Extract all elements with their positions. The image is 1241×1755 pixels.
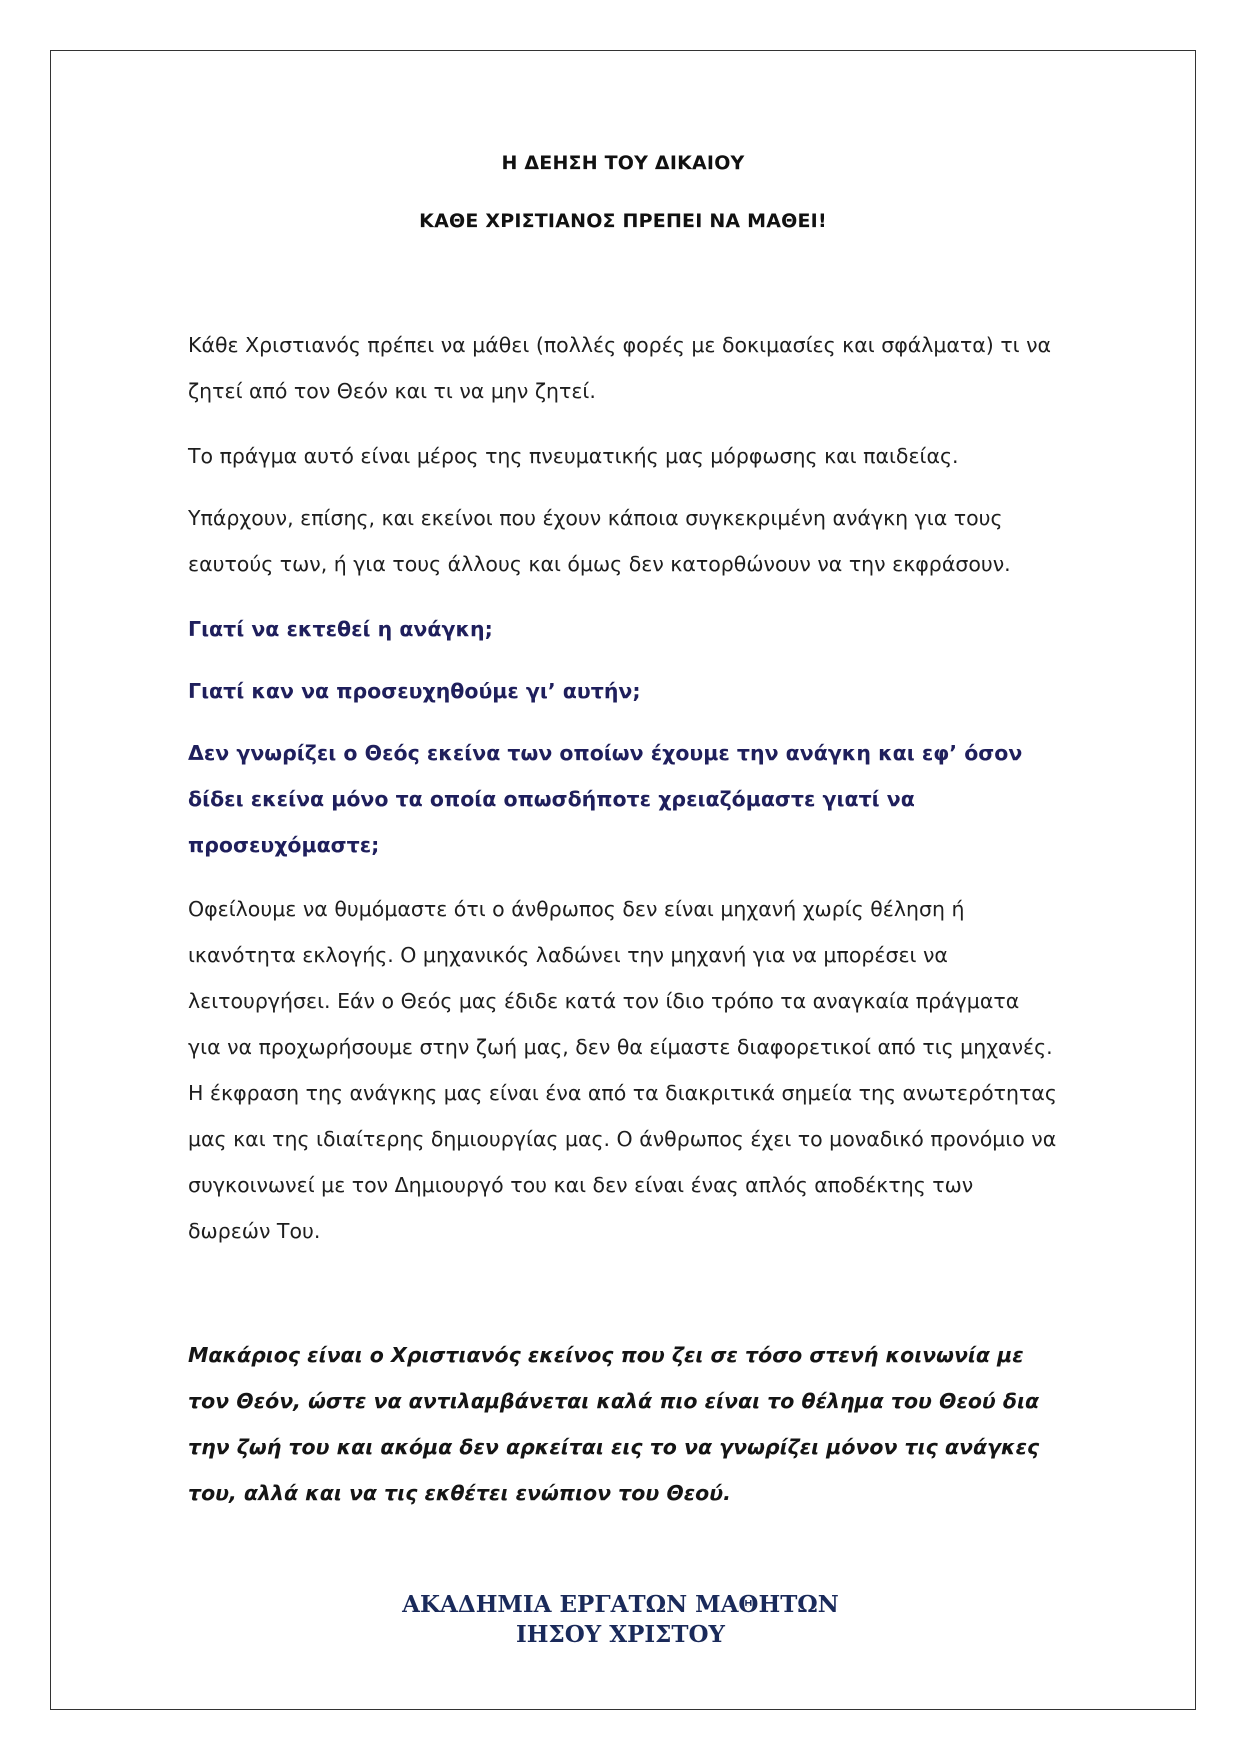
document-title: Η ΔΕΗΣΗ ΤΟΥ ΔΙΚΑΙΟΥ — [501, 152, 745, 174]
paragraph-answer: Οφείλουμε να θυμόμαστε ότι ο άνθρωπος δεν είναι μηχανή χωρίς θέληση ή ικανότητα εκλογής. Ο μηχανικός λαδώνει την μηχανή για να μπορέσει να λειτουργήσει. Εάν ο Θεός μας έδιδε κατά τον ίδιο τρόπο τα αναγκαία πράγματα για να προχωρήσουμε στην ζωή μας, δεν θα είμαστε διαφορετικοί από τις μηχανές. Η έκφραση της ανάγκης μας είναι ένα από τα διακριτικά σημεία της ανωτερότητας μας και της ιδιαίτερης δημιουργίας μας. Ο άνθρωπος έχει το μοναδικό προνόμιο να συγκοινωνεί με τον Δημιουργό του και δεν είναι ένας απλός αποδέκτης των δωρεών Του. — [188, 897, 1057, 1243]
paragraph-education: Το πράγμα αυτό είναι μέρος της πνευματικής μας μόρφωσης και παιδείας. — [188, 444, 959, 468]
paragraph-intro: Κάθε Χριστιανός πρέπει να μάθει (πολλές φορές με δοκιμασίες και σφάλματα) τι να ζητεί από τον Θεόν και τι να μην ζητεί. — [188, 333, 1052, 403]
document-subtitle: ΚΑΘΕ ΧΡΙΣΤΙΑΝΟΣ ΠΡΕΠΕΙ ΝΑ ΜΑΘΕΙ! — [419, 210, 827, 232]
paragraph-closing: Μακάριος είναι ο Χριστιανός εκείνος που ζει σε τόσο στενή κοινωνία με τον Θεόν, ώστε να αντιλαμβάνεται καλά πιο είναι το θέλημα του Θεού δια την ζωή του και ακόμα δεν αρκείται εις το να γνωρίζει μόνον τις ανάγκες του, αλλά και να τις εκθέτει ενώπιον του Θεού. — [188, 1343, 1040, 1505]
footer-academy-line2: ΙΗΣΟΥ ΧΡΙΣΤΟΥ — [516, 1621, 725, 1648]
paragraph-needs: Υπάρχουν, επίσης, και εκείνοι που έχουν κάποια συγκεκριμένη ανάγκη για τους εαυτούς των, ή για τους άλλους και όμως δεν κατορθώνουν να την εκφράσουν. — [188, 506, 1011, 576]
footer-academy-line1: ΑΚΑΔΗΜΙΑ ΕΡΓΑΤΩΝ ΜΑΘΗΤΩΝ — [402, 1591, 839, 1618]
question-1: Γιατί να εκτεθεί η ανάγκη; — [188, 617, 493, 641]
question-3: Δεν γνωρίζει ο Θεός εκείνα των οποίων έχουμε την ανάγκη και εφ’ όσον δίδει εκείνα μόνο τα οποία οπωσδήποτε χρειαζόμαστε γιατί να προσευχόμαστε; — [188, 741, 1023, 857]
question-2: Γιατί καν να προσευχηθούμε γι’ αυτήν; — [188, 679, 641, 703]
